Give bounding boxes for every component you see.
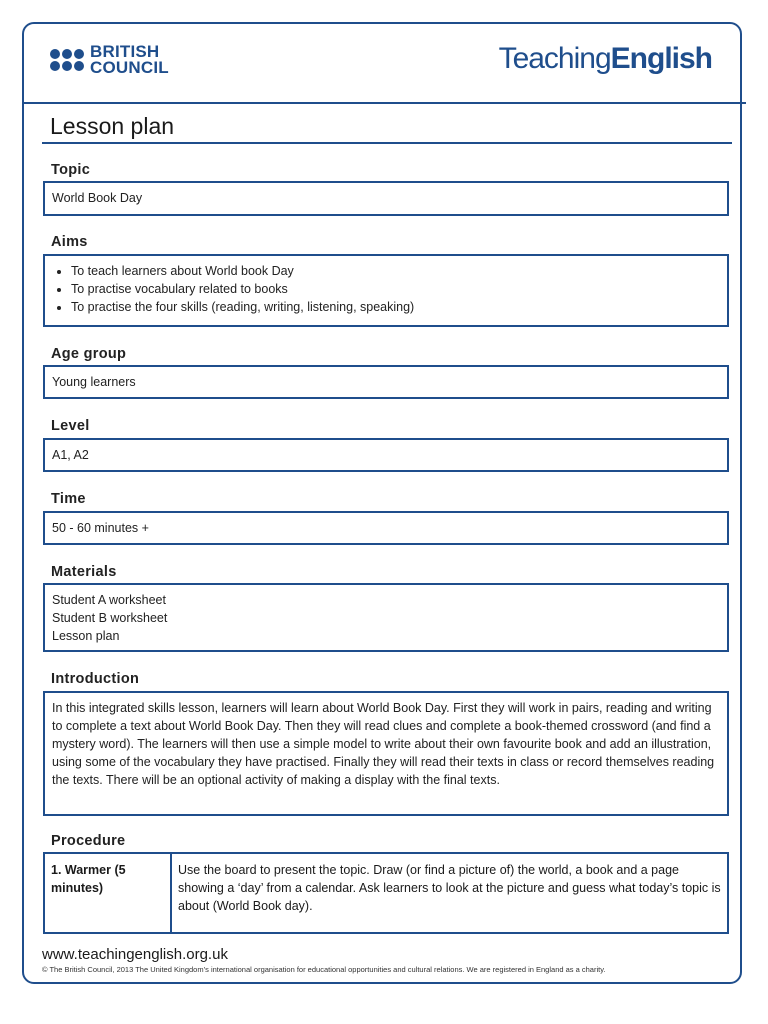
logo-line2: COUNCIL — [90, 58, 169, 77]
materials-item: Student B worksheet — [52, 611, 168, 625]
footer-url[interactable]: www.teachingenglish.org.uk — [42, 946, 228, 963]
procedure-step: 1. Warmer (5 minutes) — [45, 854, 172, 932]
logo-text — [90, 44, 169, 76]
age-group-value: Young learners — [52, 375, 136, 389]
age-group-box — [43, 365, 729, 399]
footer-copyright: © The British Council, 2013 The United Kingdom’s international organisation for educational opportunities and cultural relations. We are registered in England as a charity. — [42, 965, 606, 974]
materials-box — [43, 583, 729, 652]
level-box — [43, 438, 729, 472]
topic-box — [43, 181, 729, 216]
age-group-label: Age group — [51, 346, 127, 362]
introduction-text: In this integrated skills lesson, learners will learn about World Book Day. First they will work in pairs, reading and writing to complete a text about World Book Day. Then they will read clues and complete a book-themed crossword (and find a mystery word). The learners will then use a simple model to write about their own favourite book and add an illustration, using some of the vocabulary they have practised. Finally they will read their texts in class or record themselves reading the texts. There will be an optional activity of making a display with the final texts. — [52, 701, 715, 787]
introduction-box — [43, 691, 729, 816]
logo-dots-icon — [50, 49, 84, 71]
brand-light: Teaching — [498, 42, 611, 75]
aims-item: • To practise the four skills (reading, writing, listening, speaking) — [71, 298, 720, 316]
procedure-label: Procedure — [51, 833, 126, 849]
procedure-description: Use the board to present the topic. Draw (or find a picture of) the world, a book and a page showing a ‘day’ from a calendar. Ask learners to look at the picture and guess what today’s topic is about (World Book day). — [178, 863, 721, 913]
teaching-english-brand — [499, 42, 712, 76]
page-title: Lesson plan — [50, 113, 175, 139]
page-frame — [22, 22, 742, 984]
time-value: 50 - 60 minutes + — [52, 521, 149, 535]
aims-item: • To teach learners about World book Day — [71, 262, 720, 280]
materials-item: Lesson plan — [52, 629, 120, 643]
british-council-logo — [50, 44, 169, 76]
aims-item: • To practise vocabulary related to books — [71, 280, 720, 298]
brand-bold: English — [610, 42, 712, 75]
header-divider — [22, 102, 746, 104]
procedure-table-row — [43, 852, 729, 934]
aims-list — [55, 262, 720, 316]
logo-line1: BRITISH — [90, 42, 160, 61]
aims-box — [43, 254, 729, 327]
level-value: A1, A2 — [52, 448, 89, 462]
materials-label: Materials — [51, 564, 117, 580]
introduction-label: Introduction — [51, 671, 140, 687]
materials-item: Student A worksheet — [52, 593, 166, 607]
topic-value: World Book Day — [52, 191, 143, 205]
title-underline — [42, 142, 732, 144]
topic-label: Topic — [51, 162, 91, 178]
time-box — [43, 511, 729, 545]
time-label: Time — [51, 491, 86, 507]
level-label: Level — [51, 418, 90, 434]
aims-label: Aims — [51, 234, 88, 250]
